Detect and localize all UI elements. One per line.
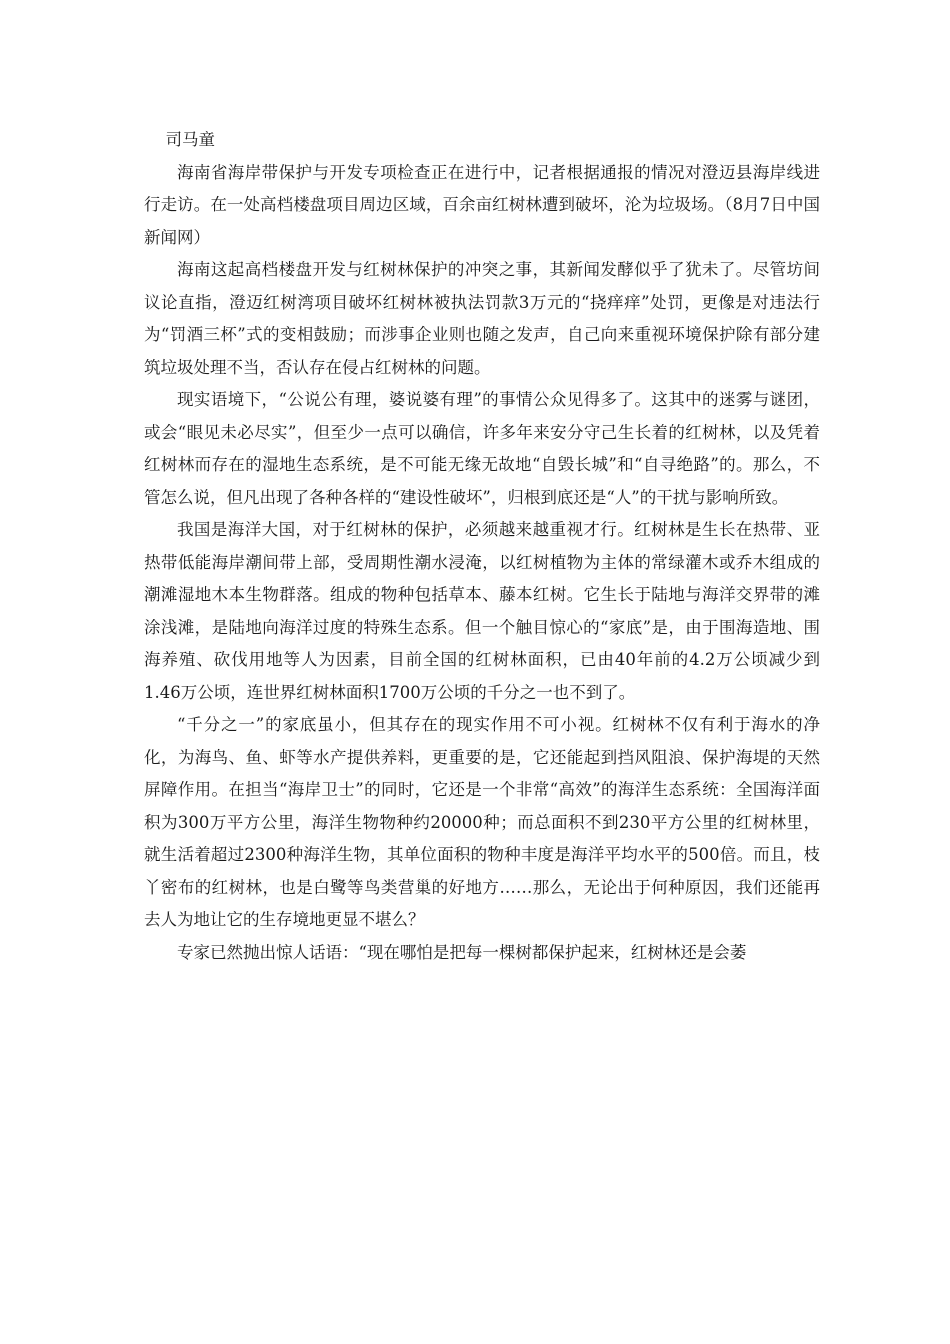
paragraph-1: 海南省海岸带保护与开发专项检查正在进行中，记者根据通报的情况对澄迈县海岸线进行走访。在一处高档楼盘项目周边区域，百余亩红树林遭到破坏，沦为垃圾场。（8月7日中国新闻网） (144, 162, 820, 247)
author-name: 司马童 (165, 130, 215, 149)
paragraph-3: 现实语境下，“公说公有理，婆说婆有理”的事情公众见得多了。这其中的迷雾与谜团，或会“眼见未必尽实”，但至少一点可以确信，许多年来安分守己生长着的红树林，以及凭着红树林而存在的湿地生态系统，是不可能无缘无故地“自毁长城”和“自寻绝路”的。那么，不管怎么说，但凡出现了各种各样的“建设性破坏”，归根到底还是“人”的干扰与影响所致。 (144, 390, 820, 507)
paragraph-2: 海南这起高档楼盘开发与红树林保护的冲突之事，其新闻发酵似乎了犹未了。尽管坊间议论直指，澄迈红树湾项目破坏红树林被执法罚款3万元的“挠痒痒”处罚，更像是对违法行为“罚酒三杯”式的变相鼓励；而涉事企业则也随之发声，自己向来重视环境保护除有部分建筑垃圾处理不当，否认存在侵占红树林的问题。 (144, 260, 820, 377)
paragraph-5: “千分之一”的家底虽小，但其存在的现实作用不可小视。红树林不仅有利于海水的净化，为海鸟、鱼、虾等水产提供养料，更重要的是，它还能起到挡风阻浪、保护海堤的天然屏障作用。在担当“海岸卫士”的同时，它还是一个非常“高效”的海洋生态系统：全国海洋面积为300万平方公里，海洋生物物种约20000种；而总面积不到230平方公里的红树林里，就生活着超过2300种海洋生物，其单位面积的物种丰度是海洋平均水平的500倍。而且，枝丫密布的红树林，也是白鹭等鸟类营巢的好地方……那么，无论出于何种原因，我们还能再去人为地让它的生存境地更显不堪么？ (144, 715, 820, 929)
paragraph-6: 专家已然抛出惊人话语：“现在哪怕是把每一棵树都保护起来，红树林还是会萎 (177, 942, 747, 962)
article-body (144, 124, 820, 969)
paragraph-4: 我国是海洋大国，对于红树林的保护，必须越来越重视才行。红树林是生长在热带、亚热带低能海岸潮间带上部，受周期性潮水浸淹，以红树植物为主体的常绿灌木或乔木组成的潮滩湿地木本生物群落。组成的物种包括草本、藤本红树。它生长于陆地与海洋交界带的滩涂浅滩，是陆地向海洋过度的特殊生态系。但一个触目惊心的“家底”是，由于围海造地、围海养殖、砍伐用地等人为因素，目前全国的红树林面积，已由40年前的4.2万公顷减少到1.46万公顷，连世界红树林面积1700万公顷的千分之一也不到了。 (144, 520, 820, 702)
